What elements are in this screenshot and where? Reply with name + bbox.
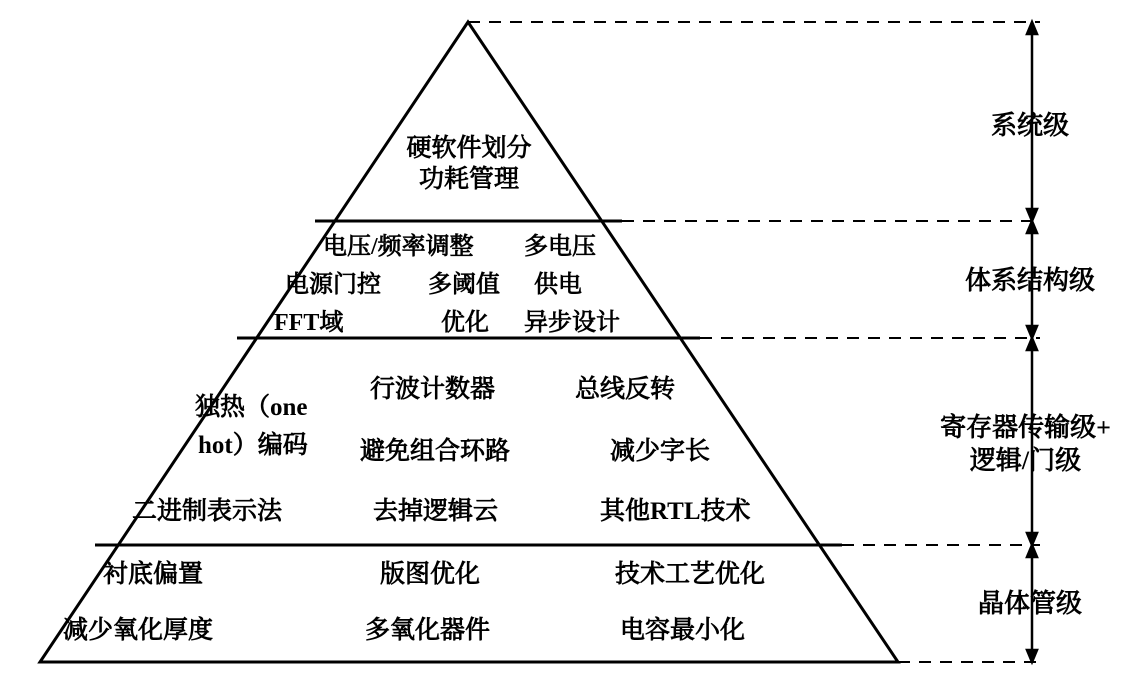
item-voltage-frequency-scaling: 电压/频率调整	[323, 234, 474, 260]
item-fft-domain: FFT域	[274, 310, 344, 336]
side-label-system: 系统级	[990, 111, 1069, 140]
side-label-transistor: 晶体管级	[977, 589, 1082, 618]
level-rtl-items	[120, 363, 810, 533]
item-optimization: 优化	[441, 310, 489, 336]
item-asynchronous-design: 异步设计	[524, 310, 620, 336]
item-ripple-counter: 行波计数器	[370, 376, 496, 403]
item-substrate-bias: 衬底偏置	[103, 561, 204, 588]
item-reduce-word-length: 减少字长	[610, 438, 711, 465]
item-hardware-software-partition: 硬软件划分	[406, 135, 532, 162]
side-label-rtl-line2: 逻辑/门级	[969, 445, 1082, 475]
level-architecture-items	[268, 222, 698, 337]
item-other-rtl-techniques: 其他RTL技术	[600, 498, 751, 525]
item-binary-representation: 二进制表示法	[132, 498, 283, 525]
side-label-rtl-logic-gate	[918, 412, 1133, 477]
level-system-items	[369, 133, 569, 196]
item-capacitance-minimization: 电容最小化	[620, 617, 746, 644]
item-reduce-oxide-thickness: 减少氧化厚度	[63, 617, 214, 644]
item-bus-inversion: 总线反转	[575, 376, 676, 403]
item-avoid-combinational-loops: 避免组合环路	[360, 438, 511, 465]
item-power-management: 功耗管理	[418, 166, 519, 194]
level-transistor-items	[55, 548, 885, 658]
item-remove-logic-cloud: 去掉逻辑云	[373, 498, 499, 525]
item-one-hot-encoding-line1: 独热（one	[195, 394, 308, 421]
item-multi-threshold: 多阈值	[428, 272, 500, 298]
item-multi-oxide-devices: 多氧化器件	[365, 617, 491, 644]
side-label-architecture: 体系结构级	[964, 266, 1095, 295]
item-layout-optimization: 版图优化	[380, 561, 481, 588]
item-power-gating: 电源门控	[285, 272, 381, 298]
item-multi-voltage: 多电压	[524, 234, 596, 260]
item-one-hot-encoding-line2: hot）编码	[198, 432, 308, 459]
item-power-supply: 供电	[534, 272, 582, 298]
side-label-rtl-line1: 寄存器传输级+	[940, 413, 1111, 442]
item-process-technology-optimization: 技术工艺优化	[615, 561, 766, 588]
